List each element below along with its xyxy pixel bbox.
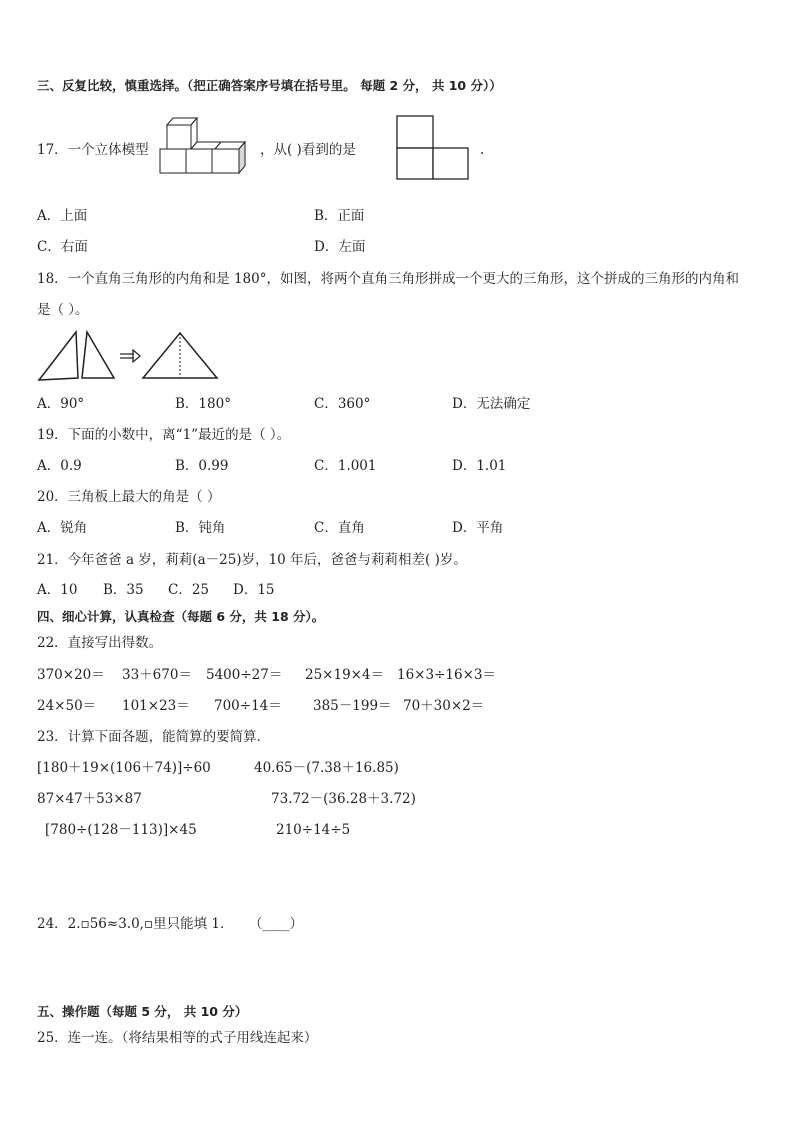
calc-expression: [180＋19×(106＋74)]÷60: [37, 760, 211, 776]
question-25: 25．连一连。（将结果相等的式子用线连起来）: [37, 1030, 318, 1046]
q18-option-a[interactable]: A．90°: [37, 396, 85, 412]
calc-expression: 40.65－(7.38＋16.85): [254, 760, 399, 776]
calc-item: 700÷14＝: [214, 698, 282, 714]
question-17-suffix: .: [480, 142, 485, 158]
question-20: 20．三角板上最大的角是（ ）: [37, 489, 221, 505]
calc-item: 101×23＝: [122, 698, 190, 714]
question-19: 19．下面的小数中，离“1”最近的是（ ）。: [37, 427, 291, 443]
question-21: 21．今年爸爸 a 岁，莉莉(a－25)岁，10 年后，爸爸与莉莉相差( )岁。: [37, 552, 467, 568]
section-heading-5: 五、操作题（每题 5 分， 共 10 分）: [37, 1004, 248, 1019]
answer-blank[interactable]: （____）: [249, 916, 303, 932]
q20-option-b[interactable]: B．钝角: [175, 520, 226, 536]
calc-item: 24×50＝: [37, 698, 97, 714]
q20-option-a[interactable]: A．锐角: [37, 520, 88, 536]
q17-option-d[interactable]: D．左面: [314, 239, 366, 255]
q17-option-a[interactable]: A．上面: [37, 208, 88, 224]
q19-option-d[interactable]: D．1.01: [452, 458, 507, 474]
question-17-prefix: 17．一个立体模型: [37, 142, 149, 158]
question-18-line2: 是（ ）。: [37, 302, 89, 318]
calc-item: 16×3÷16×3＝: [397, 667, 496, 683]
question-23: 23．计算下面各题，能简算的要简算．: [37, 729, 271, 745]
q20-option-d[interactable]: D．平角: [452, 520, 504, 536]
q21-option-a[interactable]: A．10: [37, 582, 78, 598]
q21-option-d[interactable]: D．15: [233, 582, 275, 598]
question-18-line1: 18．一个直角三角形的内角和是 180°，如图，将两个直角三角形拼成一个更大的三角形，这个拼成的三角形的内角和: [37, 271, 739, 287]
question-22: 22．直接写出得数。: [37, 635, 163, 651]
triangles-figure: [36, 330, 220, 384]
q18-option-d[interactable]: D．无法确定: [452, 396, 531, 412]
q21-option-c[interactable]: C．25: [168, 582, 210, 598]
q19-option-b[interactable]: B．0.99: [175, 458, 229, 474]
q19-option-a[interactable]: A．0.9: [37, 458, 82, 474]
calc-expression: 210÷14÷5: [276, 822, 351, 838]
q18-option-b[interactable]: B．180°: [175, 396, 231, 412]
calc-item: 70＋30×2＝: [403, 698, 485, 714]
question-24: 24．2.▫56≈3.0,▫里只能填 1．: [37, 916, 234, 932]
q21-option-b[interactable]: B．35: [103, 582, 144, 598]
section-heading-4: 四、细心计算，认真检查（每题 6 分，共 18 分）。: [37, 609, 325, 624]
q17-option-b[interactable]: B．正面: [314, 208, 365, 224]
q17-option-c[interactable]: C．右面: [37, 239, 88, 255]
cube-model-figure: [158, 116, 250, 182]
calc-item: 25×19×4＝: [305, 667, 385, 683]
q18-option-c[interactable]: C．360°: [314, 396, 371, 412]
q20-option-c[interactable]: C．直角: [314, 520, 365, 536]
q19-option-c[interactable]: C．1.001: [314, 458, 377, 474]
calc-item: 5400÷27＝: [206, 667, 283, 683]
calc-expression: 73.72－(36.28＋3.72): [271, 791, 416, 807]
section-heading-3: 三、反复比较，慎重选择。（把正确答案序号填在括号里。 每题 2 分， 共 10 分））: [37, 78, 502, 93]
view-shape-figure: [396, 115, 470, 181]
calc-expression: 87×47＋53×87: [37, 791, 142, 807]
calc-item: 385－199＝: [313, 698, 392, 714]
calc-item: 370×20＝: [37, 667, 105, 683]
question-17-middle: ，从( )看到的是: [260, 142, 356, 158]
calc-item: 33＋670＝: [122, 667, 192, 683]
calc-expression: [780÷(128－113)]×45: [45, 822, 197, 838]
